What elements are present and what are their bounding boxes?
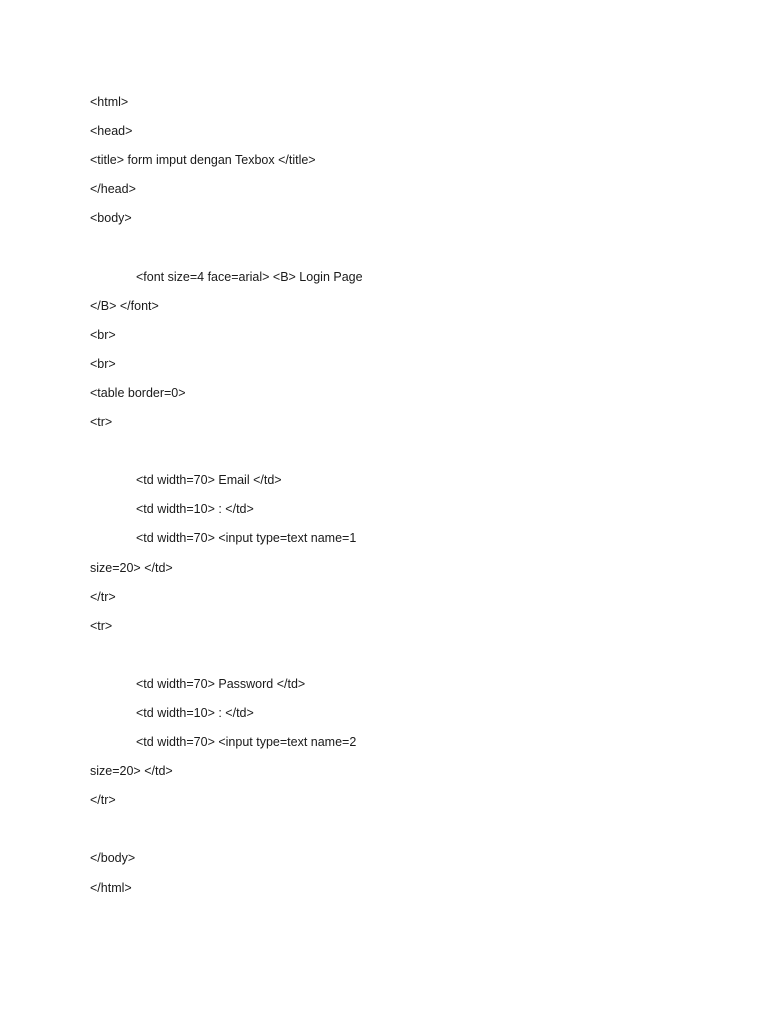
code-line: <td width=70> <input type=text name=1 [136, 531, 357, 546]
code-line: <title> form imput dengan Texbox </title> [90, 153, 316, 168]
code-line: <table border=0> [90, 385, 186, 400]
code-line: <br> [90, 356, 116, 371]
code-line: </B> </font> [90, 298, 159, 313]
code-line: </head> [90, 182, 136, 197]
code-line: <br> [90, 327, 116, 342]
code-line: </html> [90, 880, 132, 895]
code-line: <td width=70> <input type=text name=2 [136, 735, 357, 750]
code-line: <html> [90, 95, 129, 109]
blank-line [90, 441, 690, 470]
blank-line [90, 237, 690, 266]
code-line: <tr> [90, 415, 113, 430]
code-line: <head> [90, 124, 133, 139]
code-line: </tr> [90, 793, 116, 808]
blank-line [90, 819, 690, 848]
code-line: <tr> [90, 618, 113, 633]
code-line: <td width=10> : </td> [136, 502, 254, 517]
code-text-block [90, 92, 690, 907]
code-line: <td width=70> Email </td> [136, 473, 282, 488]
code-line: </body> [90, 851, 136, 866]
blank-line [90, 645, 690, 674]
code-line: size=20> </td> [90, 764, 173, 779]
code-line: </tr> [90, 589, 116, 604]
code-line: <td width=70> Password </td> [136, 676, 306, 691]
code-line: <body> [90, 211, 132, 226]
code-line: size=20> </td> [90, 560, 173, 575]
code-line: <td width=10> : </td> [136, 705, 254, 720]
code-line: <font size=4 face=arial> <B> Login Page [136, 269, 363, 284]
